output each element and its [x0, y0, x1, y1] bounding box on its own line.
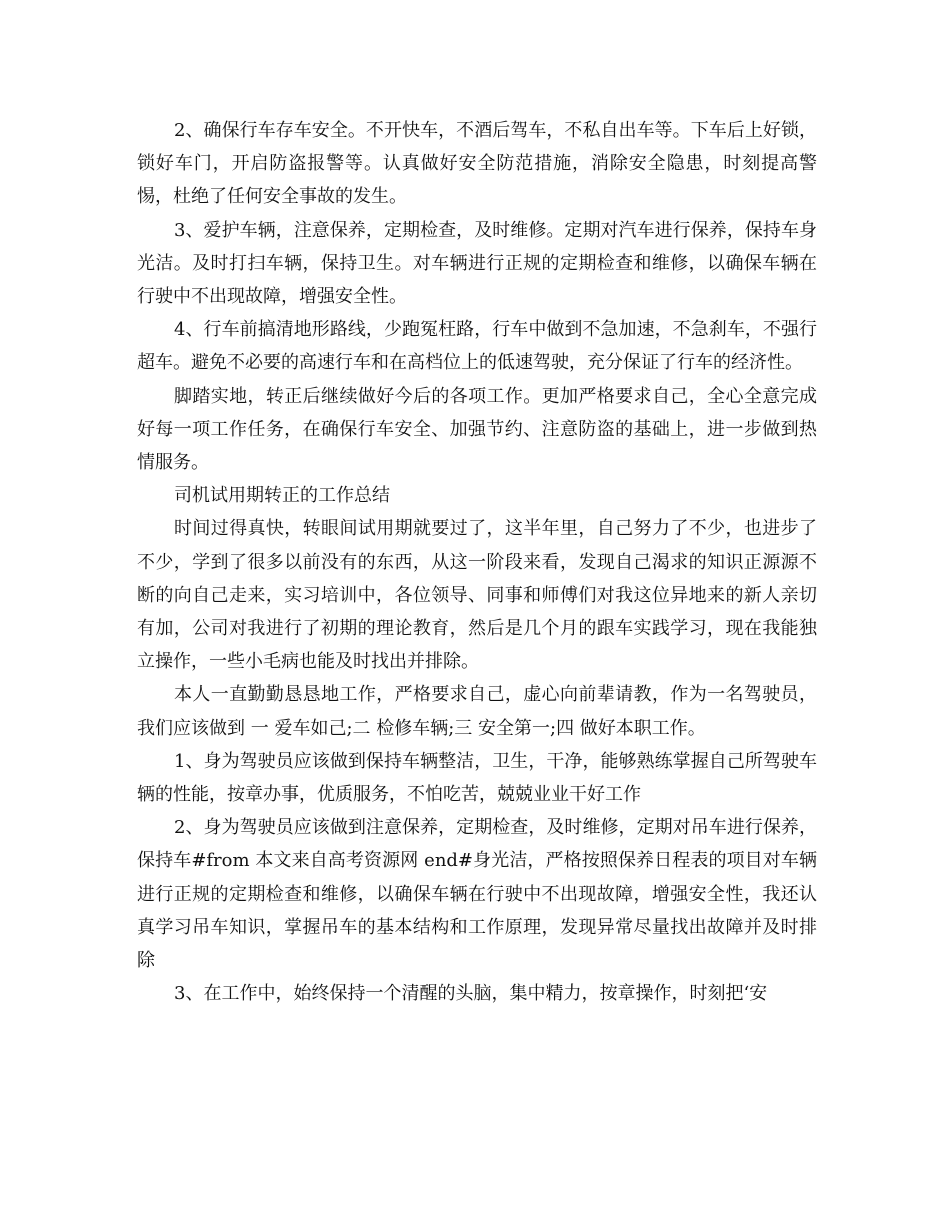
paragraph: 2、确保行车存车安全。不开快车，不酒后驾车，不私自出车等。下车后上好锁，锁好车门，开启防盗报警等。认真做好安全防范措施，消除安全隐患，时刻提高警惕，杜绝了任何安全事故的发生。	[137, 120, 817, 208]
paragraph: 本人一直勤勤恳恳地工作，严格要求自己，虚心向前辈请教，作为一名驾驶员，我们应该做到 一 爱车如己;二 检修车辆;三 安全第一;四 做好本职工作。	[137, 684, 817, 739]
paragraph: 脚踏实地，转正后继续做好今后的各项工作。更加严格要求自己，全心全意完成好每一项工作任务，在确保行车安全、加强节约、注意防盗的基础上，进一步做到热情服务。	[137, 385, 817, 474]
paragraph: 3、爱护车辆，注意保养，定期检查，及时维修。定期对汽车进行保养，保持车身光洁。及时打扫车辆，保持卫生。对车辆进行正规的定期检查和维修，以确保车辆在行驶中不出现故障，增强安全性。	[137, 219, 817, 308]
paragraph: 时间过得真快，转眼间试用期就要过了，这半年里，自己努力了不少，也进步了不少，学到了很多以前没有的东西，从这一阶段来看，发现自己渴求的知识正源源不断的向自己走来，实习培训中，各位领导、同事和师傅们对我这位异地来的新人亲切有加，公司对我进行了初期的理论教育，然后是几个月的跟车实践学习，现在我能独立操作，一些小毛病也能及时找出并排除。	[137, 518, 817, 673]
paragraph: 4、行车前搞清地形路线，少跑冤枉路，行车中做到不急加速，不急刹车，不强行超车。避免不必要的高速行车和在高档位上的低速驾驶，充分保证了行车的经济性。	[137, 319, 817, 374]
document-body	[137, 114, 817, 1010]
section-heading: 司机试用期转正的工作总结	[174, 485, 390, 507]
paragraph: 1、身为驾驶员应该做到保持车辆整洁，卫生，干净，能够熟练掌握自己所驾驶车辆的性能，按章办事，优质服务，不怕吃苦，兢兢业业干好工作	[137, 750, 817, 806]
paragraph: 3、在工作中，始终保持一个清醒的头脑，集中精力，按章操作，时刻把‘安	[174, 983, 768, 1005]
paragraph: 2、身为驾驶员应该做到注意保养，定期检查，及时维修，定期对吊车进行保养，保持车#from 本文来自高考资源网 end#身光洁，严格按照保养日程表的项目对车辆进行正规的定期检查和维修，以确保车辆在行驶中不出现故障，增强安全性，我还认真学习吊车知识，掌握吊车的基本结构和工作原理，发现异常尽量找出故障并及时排除	[137, 817, 817, 972]
